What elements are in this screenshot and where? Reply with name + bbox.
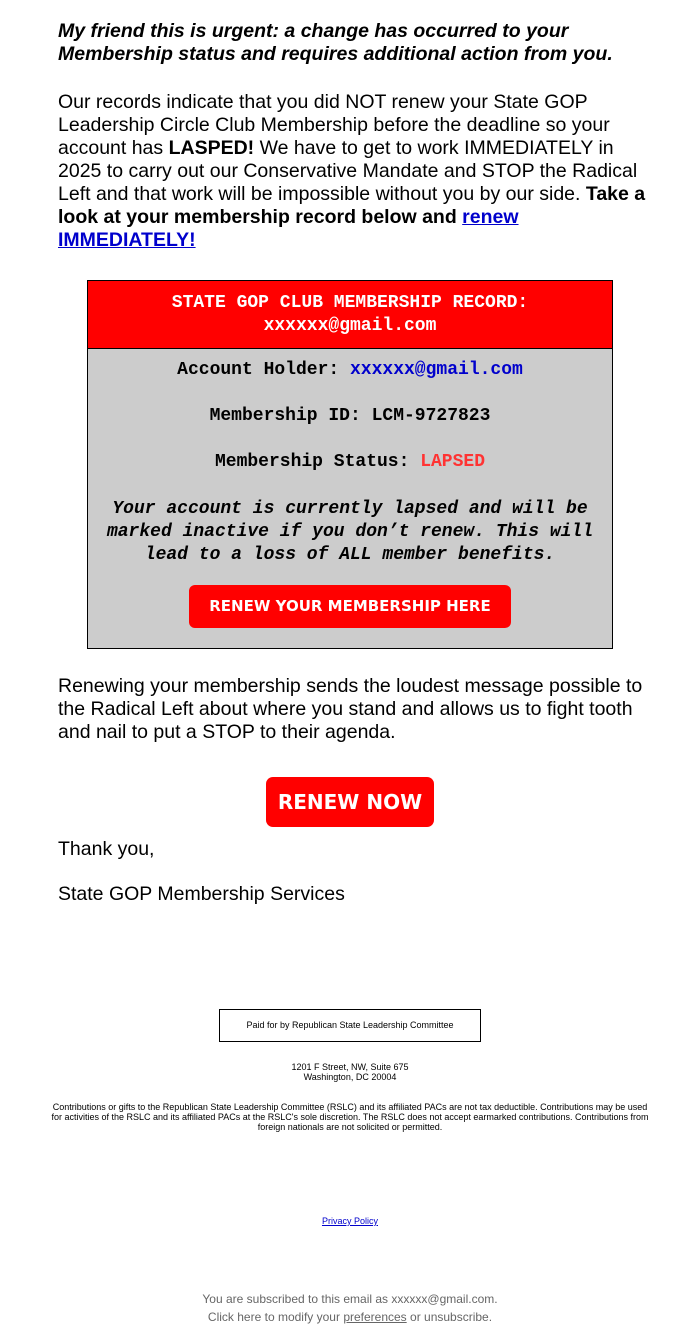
membership-status-value: LAPSED (420, 452, 486, 472)
renew-immediately-link[interactable]: renew IMMEDIATELY! (58, 206, 519, 251)
preferences-link[interactable]: preferences (343, 1310, 407, 1324)
subscribed-end: . (494, 1292, 498, 1306)
intro-paragraph (58, 91, 648, 252)
membership-record-card (87, 280, 613, 649)
card-title-email: xxxxxx@gmail.com (263, 316, 437, 336)
account-holder-row (88, 360, 612, 380)
subscribed-text: You are subscribed to this email as (202, 1292, 392, 1306)
address-line-2: Washington, DC 20004 (303, 1072, 397, 1082)
paid-for-disclaimer: Paid for by Republican State Leadership Committee (219, 1009, 481, 1042)
card-header (88, 281, 612, 349)
membership-status-row (88, 452, 612, 472)
membership-status-label: Membership Status: (214, 452, 421, 472)
thanks-text: Thank you, (58, 838, 155, 860)
card-title: STATE GOP CLUB MEMBERSHIP RECORD: (171, 293, 529, 313)
intro-heading: My friend this is urgent: a change has occurred to your Membership status and requires additional action from you. (58, 20, 613, 65)
mailing-address (0, 1062, 700, 1082)
para1-text-a: Our records indicate that you did NOT renew your State GOP Leadership Circle Club Membership before the deadline so your account has (58, 91, 610, 159)
modify-text: Click here to modify your (207, 1310, 344, 1324)
signature: State GOP Membership Services (58, 883, 345, 905)
membership-id-value: LCM-9727823 (371, 406, 491, 426)
subscribed-email: xxxxxx@gmail.com (391, 1292, 495, 1306)
para1-text-d: Take a look at your membership record below and (58, 183, 646, 228)
renew-membership-button[interactable]: RENEW YOUR MEMBERSHIP HERE (189, 585, 511, 628)
privacy-policy-link[interactable]: Privacy Policy (321, 1216, 378, 1226)
subscribed-line (0, 1290, 700, 1308)
account-holder-label: Account Holder: (177, 360, 350, 380)
renew-paragraph: Renewing your membership sends the loudest message possible to the Radical Left about where you stand and allows us to fight tooth and nail to put a STOP to their agenda. (58, 675, 643, 743)
renew-now-button[interactable]: RENEW NOW (266, 777, 434, 827)
unsubscribe-text[interactable]: or unsubscribe. (406, 1310, 493, 1324)
membership-id-label: Membership ID: (209, 406, 372, 426)
legal-disclaimer: Contributions or gifts to the Republican State Leadership Committee (RSLC) and its affiliated PACs are not tax deductible. Contributions may be used for activities of the RSLC and its affiliated PACs at the RSLC's sole discretion. The RSLC does not accept earmarked contributions. Contributions from foreign nationals are not solicited or permitted. (51, 1102, 649, 1132)
membership-id-row (88, 406, 612, 426)
privacy-row (0, 1216, 700, 1226)
address-line-1: 1201 F Street, NW, Suite 675 (291, 1062, 409, 1072)
lapsed-warning: Your account is currently lapsed and will be marked inactive if you don’t renew. This will lead to a loss of ALL member benefits. (106, 499, 594, 565)
lasped-word: LASPED! (168, 137, 255, 159)
para1-text-c: We have to get to work IMMEDIATELY in 2025 to carry out our Conservative Mandate and STOP the Radical Left and that work will be impossible without you by our side. (58, 137, 638, 205)
modify-line (0, 1308, 700, 1326)
account-holder-email[interactable]: xxxxxx@gmail.com (350, 360, 523, 380)
subscription-footer (0, 1290, 700, 1326)
